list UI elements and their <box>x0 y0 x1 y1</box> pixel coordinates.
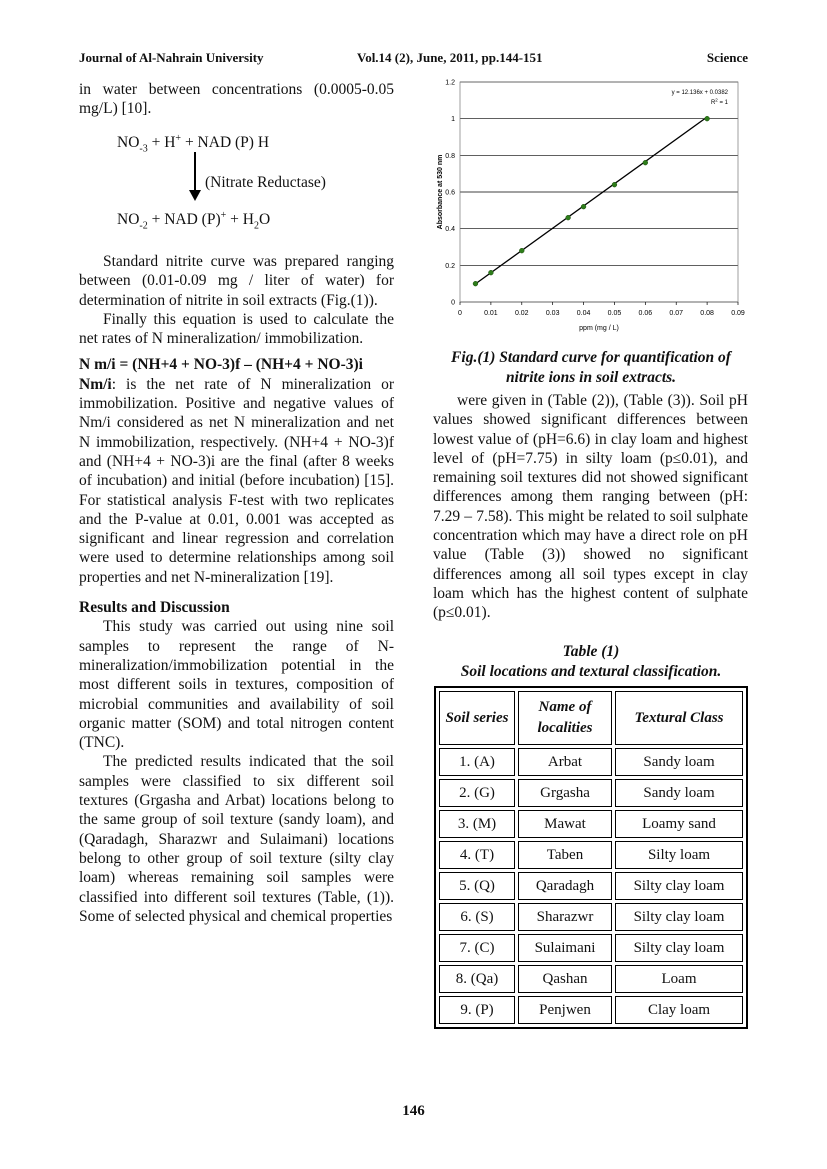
arrow-head-icon <box>189 190 201 201</box>
data-point <box>643 160 648 165</box>
table-cell: Mawat <box>518 810 612 838</box>
column-header: Soil series <box>439 691 515 745</box>
table-row <box>439 903 743 931</box>
y-tick-label: 0 <box>451 299 455 307</box>
table-cell: Silty clay loam <box>615 872 743 900</box>
table-cell: Sharazwr <box>518 903 612 931</box>
x-tick-label: 0.02 <box>514 310 529 317</box>
table-row <box>439 779 743 807</box>
left-column-body <box>79 252 394 926</box>
table-cell: Silty loam <box>615 841 743 869</box>
table-cell: Loam <box>615 965 743 993</box>
table-row <box>439 934 743 962</box>
column-header: Name of localities <box>518 691 612 745</box>
table-cell: Penjwen <box>518 996 612 1024</box>
y-tick-label: 0.8 <box>445 152 455 160</box>
x-tick-label: 0.03 <box>545 310 560 317</box>
right-column-body <box>433 391 748 623</box>
journal-name: Journal of Al-Nahrain University <box>79 50 264 65</box>
net-rate-formula: N m/i = (NH+4 + NO-3)f – (NH+4 + NO-3)i <box>79 356 363 374</box>
data-point <box>612 182 617 187</box>
paragraph-results: The predicted results indicated that the soil samples were classified to six different soil textures (Grgasha and Arbat) locations belong to the same group of soil texture (sandy loam), and (Qaradagh, Sharazwr and Sulaimani) locations belong to other group of soil texture (silty clay loam) whereas remaining soil samples were classified into different soil textures (Table, (1)). Some of selected physical and chemical properties <box>79 753 394 925</box>
r-squared-label: $R^2 = 1$ <box>710 97 728 106</box>
table-cell: 2. (G) <box>439 779 515 807</box>
column-header: Textural Class <box>615 691 743 745</box>
trendline <box>475 117 707 284</box>
table-cell: Qashan <box>518 965 612 993</box>
data-point <box>519 248 524 253</box>
x-tick-label: 0.07 <box>669 310 684 317</box>
data-point <box>566 215 571 220</box>
soil-locations-table <box>434 686 748 1029</box>
table-cell: Loamy sand <box>615 810 743 838</box>
y-tick-label: 0.6 <box>445 189 455 197</box>
x-tick-label: 0.06 <box>638 310 653 317</box>
reaction-products: $NO_{-2}$ + NAD $(P)^+ + H_2O$ <box>117 210 271 232</box>
x-tick-label: 0 <box>458 310 462 317</box>
table-row <box>439 872 743 900</box>
table-cell: Qaradagh <box>518 872 612 900</box>
data-point <box>488 270 493 275</box>
reaction-arrow-icon <box>194 152 196 192</box>
volume-info: Vol.14 (2), June, 2011, pp.144-151 <box>357 50 543 65</box>
page-number: 146 <box>402 1103 425 1119</box>
formula-definition: Nm/i: is the net rate of N mineralization or immobilization. Positive and negative values of Nm/i considered as net N mineralization and net N immobilization, respectively. (NH+4 + NO-3)f and (NH+4 + NO-3)i are the final (after 8 weeks of incubation) and initial (before incubation) [15]. For statistical analysis F-test with two replicates and the P-value at 0.01, 0.001 was accepted as significant and linear regression and correlation were used to determine relationships among soil properties and net N-mineralization [19]. <box>79 375 394 586</box>
table-cell: 3. (M) <box>439 810 515 838</box>
x-tick-label: 0.01 <box>484 310 498 317</box>
table-cell: 6. (S) <box>439 903 515 931</box>
data-point <box>581 204 586 209</box>
table-cell: 5. (Q) <box>439 872 515 900</box>
table-cell: 8. (Qa) <box>439 965 515 993</box>
paragraph-equation-use: Finally this equation is used to calculate the net rates of N mineralization/ immobilization. <box>79 310 394 348</box>
x-tick-label: 0.08 <box>700 310 714 317</box>
x-tick-label: 0.09 <box>731 310 745 317</box>
table-title: Table (1) <box>562 643 620 660</box>
table-caption: Soil locations and textural classification. <box>460 663 722 680</box>
y-tick-label: 1 <box>451 116 455 124</box>
table-row <box>439 748 743 776</box>
reaction-reactants: $NO_{-3} + H^+$ + NAD (P) H <box>117 133 270 155</box>
paragraph-ph: were given in (Table (2)), (Table (3)). Soil pH values showed significant differences between lowest value of (pH=6.6) in clay loam and highest level of (pH=7.75) in silty loam (p≤0.01), and remaining soil textures did not showed significant differences among them ranging between (pH: 7.29 – 7.58). This might be related to soil sulphate concentration which may have a direct role on pH value (Table (3)) showed no significant differences among all soil types except in clay loam which has the highest content of sulphate (p≤0.01). <box>433 392 748 622</box>
x-tick-label: 0.05 <box>607 310 622 317</box>
data-point <box>473 281 478 286</box>
table-row <box>439 810 743 838</box>
table-cell: Grgasha <box>518 779 612 807</box>
table-cell: Silty clay loam <box>615 903 743 931</box>
table-cell: Arbat <box>518 748 612 776</box>
table-row <box>439 965 743 993</box>
paragraph-standard-curve: Standard nitrite curve was prepared ranging between (0.01-0.09 mg / liter of water) for determination of nitrite in soil extracts (Fig.(1)). <box>79 253 394 309</box>
trendline-equation: y = 12.136x + 0.0382 <box>671 90 728 96</box>
table-cell: Silty clay loam <box>615 934 743 962</box>
section-heading: Results and Discussion <box>79 599 230 617</box>
table-cell: Sandy loam <box>615 779 743 807</box>
data-point <box>705 116 710 121</box>
table-cell: 7. (C) <box>439 934 515 962</box>
x-axis-label: ppm (mg / L) <box>579 325 619 332</box>
table-cell: 4. (T) <box>439 841 515 869</box>
table-cell: 1. (A) <box>439 748 515 776</box>
table-cell: Clay loam <box>615 996 743 1024</box>
y-tick-label: 0.4 <box>445 226 455 234</box>
table-cell: Taben <box>518 841 612 869</box>
table-cell: 9. (P) <box>439 996 515 1024</box>
enzyme-label: (Nitrate Reductase) <box>205 174 326 191</box>
y-axis-label: Absorbance at 530 nm <box>437 154 444 230</box>
table-row <box>439 996 743 1024</box>
section-name: Science <box>706 50 748 65</box>
x-tick-label: 0.04 <box>576 310 591 317</box>
y-tick-label: 0.2 <box>445 262 455 270</box>
table-cell: Sulaimani <box>518 934 612 962</box>
figure-caption: Fig.(1) Standard curve for quantification of nitrite ions in soil extracts. <box>451 349 731 386</box>
table-row <box>439 841 743 869</box>
table-cell: Sandy loam <box>615 748 743 776</box>
intro-paragraph: in water between concentrations (0.0005-0.05 mg/L) [10]. <box>79 81 394 118</box>
standard-curve-chart <box>432 75 748 337</box>
table-header-row <box>439 691 743 745</box>
y-tick-label: 1.2 <box>445 79 455 87</box>
paragraph-study: This study was carried out using nine soil samples to represent the range of N-mineralization/immobilization potential in the most different soils in textures, composition of microbial communities and availability of soil organic matter (SOM) and total nitrogen content (TNC). <box>79 618 394 752</box>
